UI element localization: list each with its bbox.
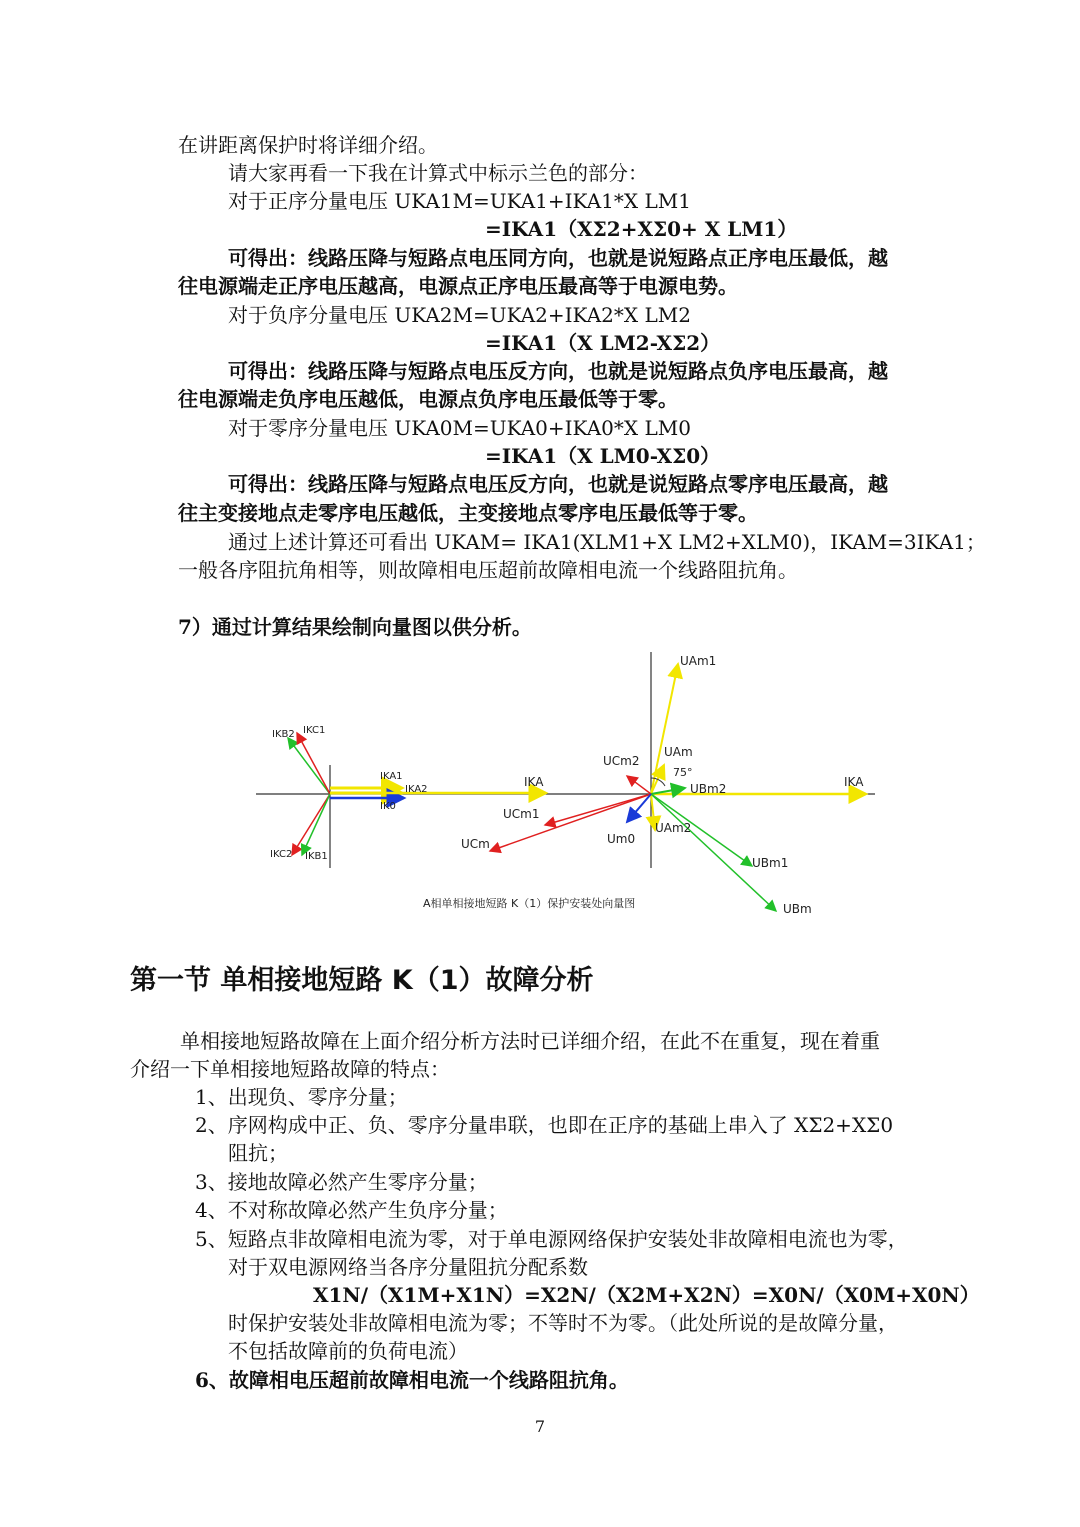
section-title: 第一节 单相接地短路 K（1）故障分析 bbox=[130, 965, 594, 996]
conclusion-line: 往电源端走负序电压越低，电源点负序电压最低等于零。 bbox=[178, 387, 678, 411]
text-line: 一般各序阻抗角相等，则故障相电压超前故障相电流一个线路阻抗角。 bbox=[178, 558, 798, 582]
label-ika2: IKA2 bbox=[405, 784, 428, 795]
label-ik0: IK0 bbox=[380, 801, 396, 812]
label-ikc1: IKC1 bbox=[303, 725, 326, 736]
text-line: 单相接地短路故障在上面介绍分析方法时已详细介绍，在此不在重复，现在着重 bbox=[180, 1029, 880, 1053]
label-ucm1: UCm1 bbox=[503, 807, 540, 821]
list-item: 4、不对称故障必然产生负序分量； bbox=[195, 1198, 508, 1222]
page-number: 7 bbox=[534, 1417, 546, 1436]
list-item: 6、故障相电压超前故障相电流一个线路阻抗角。 bbox=[195, 1368, 629, 1392]
item-7: 7）通过计算结果绘制向量图以供分析。 bbox=[178, 615, 532, 639]
list-item-cont: 对于双电源网络当各序分量阻抗分配系数 bbox=[228, 1255, 588, 1279]
label-uam1: UAm1 bbox=[680, 654, 717, 668]
conclusion-line: 往电源端走正序电压越高，电源点正序电压最高等于电源电势。 bbox=[178, 274, 738, 298]
label-ubm2: UBm2 bbox=[690, 782, 727, 796]
text-line: 介绍一下单相接地短路故障的特点： bbox=[130, 1057, 450, 1081]
ikc2-vector bbox=[292, 794, 330, 855]
positive-sequence-equation: 对于正序分量电压 UKA1M=UKA1+IKA1*X LM1 bbox=[228, 189, 691, 213]
text-line: 通过上述计算还可看出 UKAM= IKA1(XLM1+X LM2+XLM0)，IKAM=3IKA1； bbox=[228, 530, 986, 554]
conclusion-line: 可得出：线路压降与短路点电压同方向，也就是说短路点正序电压最低，越 bbox=[228, 246, 888, 270]
label-ucm: UCm bbox=[461, 837, 490, 851]
distribution-coefficient-equation: X1N/（X1M+X1N）=X2N/（X2M+X2N）=X0N/（X0M+X0N） bbox=[313, 1283, 980, 1307]
text-line: 请大家再看一下我在计算式中标示兰色的部分： bbox=[228, 161, 648, 185]
label-ubm: UBm bbox=[783, 902, 812, 916]
ikc1-vector bbox=[297, 733, 330, 794]
conclusion-line: 可得出：线路压降与短路点电压反方向，也就是说短路点零序电压最高，越 bbox=[228, 472, 888, 496]
list-item: 5、短路点非故障相电流为零，对于单电源网络保护安装处非故障相电流也为零， bbox=[195, 1227, 908, 1251]
list-item: 1、出现负、零序分量； bbox=[195, 1085, 408, 1109]
conclusion-line: 可得出：线路压降与短路点电压反方向，也就是说短路点负序电压最高，越 bbox=[228, 359, 888, 383]
label-ikb2: IKB2 bbox=[272, 729, 295, 740]
negative-sequence-equation-2: =IKA1（X LM2-XΣ2） bbox=[485, 331, 721, 355]
label-um0: Um0 bbox=[607, 832, 636, 846]
ikb2-vector bbox=[288, 738, 330, 794]
diagram-caption: A相单相接地短路 K（1）保护安装处向量图 bbox=[423, 897, 636, 910]
label-angle: 75° bbox=[673, 766, 693, 779]
list-item-cont: 不包括故障前的负荷电流） bbox=[228, 1339, 468, 1363]
ucm2-vector bbox=[627, 776, 651, 794]
zero-sequence-equation-2: =IKA1（X LM0-XΣ0） bbox=[485, 444, 721, 468]
list-item: 2、序网构成中正、负、零序分量串联，也即在正序的基础上串入了 XΣ2+XΣ0 bbox=[195, 1113, 894, 1137]
label-ikb1: IKB1 bbox=[305, 851, 328, 862]
label-ubm1: UBm1 bbox=[752, 856, 789, 870]
label-ucm2: UCm2 bbox=[603, 754, 640, 768]
label-ikc2: IKC2 bbox=[270, 849, 293, 860]
phasor-diagram bbox=[240, 640, 890, 920]
list-item: 3、接地故障必然产生零序分量； bbox=[195, 1170, 488, 1194]
negative-sequence-equation: 对于负序分量电压 UKA2M=UKA2+IKA2*X LM2 bbox=[228, 303, 691, 327]
ikb1-vector bbox=[302, 794, 330, 855]
label-uam2: UAm2 bbox=[655, 821, 692, 835]
positive-sequence-equation-2: =IKA1（XΣ2+XΣ0+ X LM1） bbox=[485, 217, 798, 241]
text-line: 在讲距离保护时将详细介绍。 bbox=[178, 133, 438, 157]
zero-sequence-equation: 对于零序分量电压 UKA0M=UKA0+IKA0*X LM0 bbox=[228, 416, 691, 440]
label-ika1: IKA1 bbox=[380, 771, 403, 782]
label-ika-mid: IKA bbox=[524, 775, 544, 789]
list-item-cont: 阻抗； bbox=[228, 1141, 288, 1165]
ubm-vector bbox=[651, 794, 776, 911]
label-ika-right: IKA bbox=[844, 775, 864, 789]
label-uam: UAm bbox=[664, 745, 693, 759]
conclusion-line: 往主变接地点走零序电压越低，主变接地点零序电压最低等于零。 bbox=[178, 501, 758, 525]
ucm1-vector bbox=[545, 794, 651, 825]
list-item-cont: 时保护安装处非故障相电流为零；不等时不为零。（此处所说的是故障分量， bbox=[228, 1311, 898, 1335]
